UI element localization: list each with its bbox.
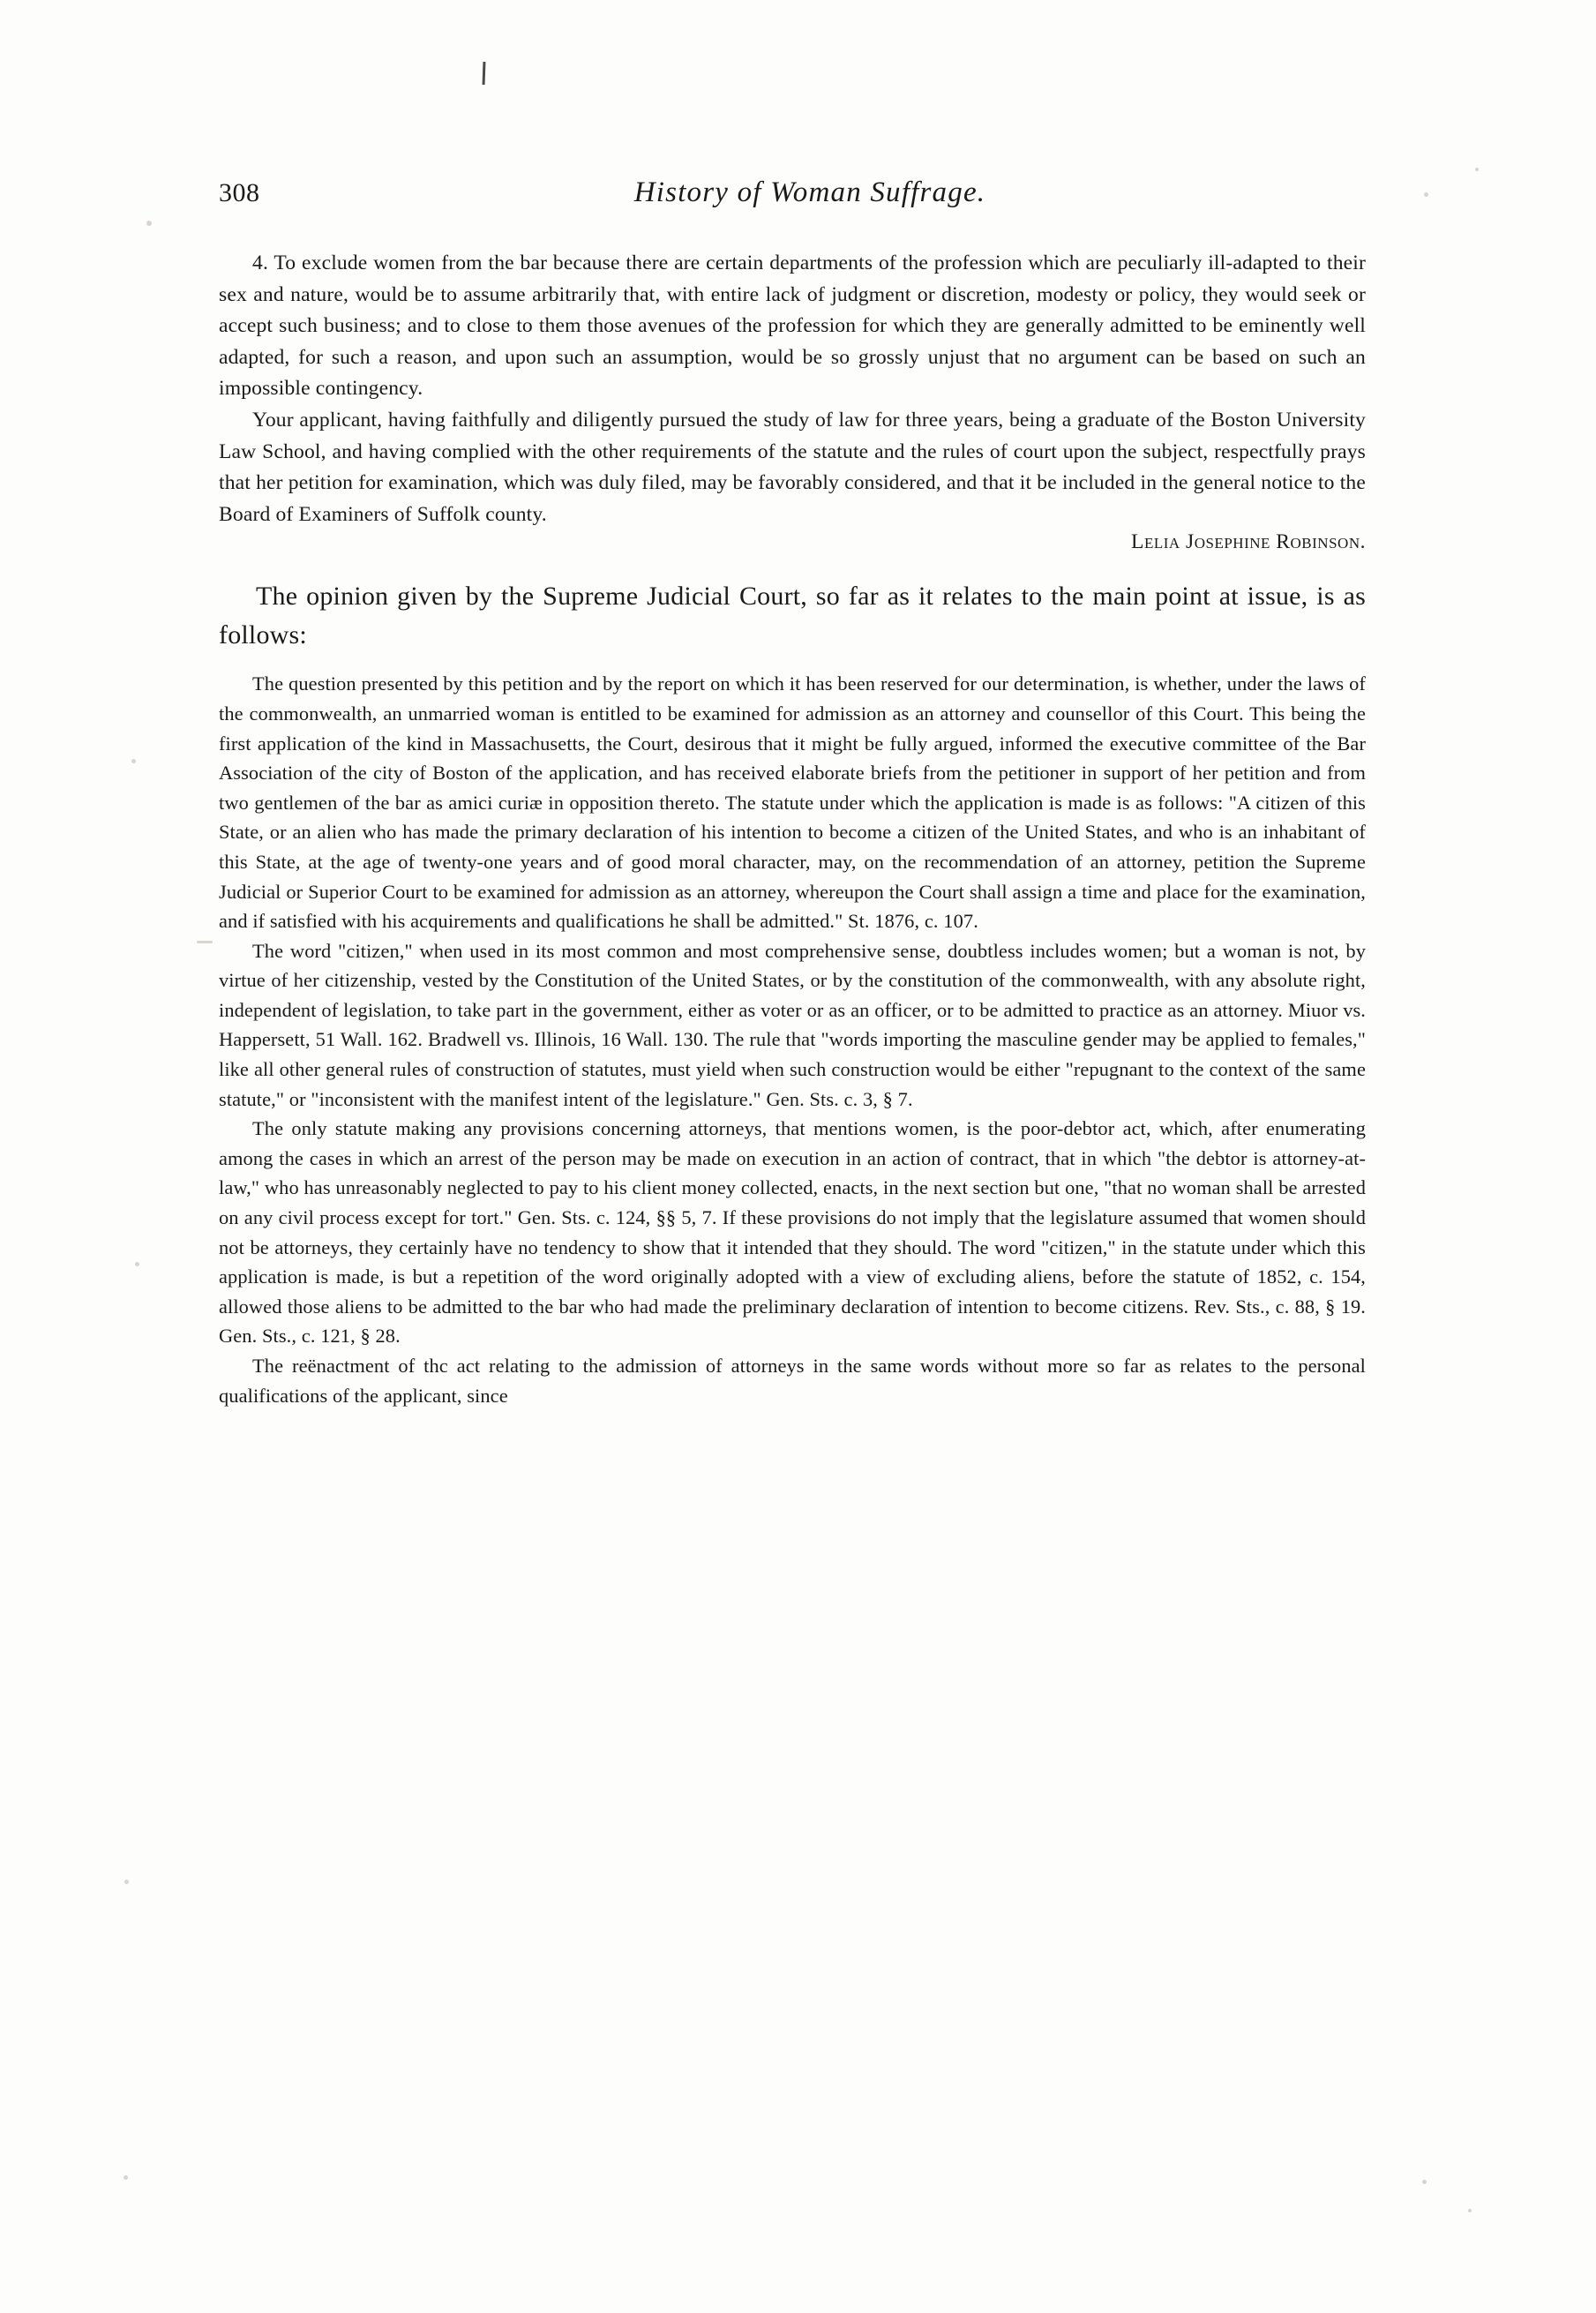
page-speck <box>1468 2209 1472 2212</box>
running-title: History of Woman Suffrage. <box>633 176 986 208</box>
page-speck <box>1422 2180 1427 2184</box>
page-speck <box>124 1880 129 1884</box>
page-speck <box>135 1262 139 1266</box>
opinion-paragraph-4: The reënactment of thc act relating to the admission of attorneys in the same words without more so far as relates to the personal qualifications of the applicant, since <box>219 1355 1366 1407</box>
opinion-paragraph-1: The question presented by this petition and by the report on which it has been reserved for our determination, is whether, under the laws of the commonwealth, an unmarried woman is entitled to be examined for admission as an attorney and counsellor of this Court. This being the first application of the kind in Massachusetts, the Court, desirous that it might be fully argued, informed the executive committee of the Bar Association of the city of Boston of the application, and has received elaborate briefs from the petitioner in support of her petition and from two gentlemen of the bar as amici curiæ in opposition thereto. The statute under which the application is made is as follows: "A citizen of this State, or an alien who has made the primary declaration of his intention to become a citizen of the United States, and who is an inhabitant of this State, at the age of twenty-one years and of good moral character, may, on the recommendation of an attorney, petition the Supreme Judicial or Superior Court to be examined for admission as an attorney, whereupon the Court shall assign a time and place for the examination, and if satisfied with his acquirements and qualifications he shall be admitted." St. 1876, c. 107. <box>219 672 1366 933</box>
page-speck <box>197 941 213 943</box>
page-content <box>219 176 1366 1410</box>
opinion-paragraph-3: The only statute making any provisions concerning attorneys, that mentions women, is the poor-debtor act, which, after enumerating among the cases in which an arrest of the person may be made on execution in an action of contract, that in which "the debtor is attorney-at-law," who has unreasonably neglected to pay to his client money collected, enacts, in the next section but one, "that no woman shall be arrested on any civil process except for tort." Gen. Sts. c. 124, §§ 5, 7. If these provisions do not imply that the legislature assumed that women should not be attorneys, they certainly have no tendency to show that it intended that they should. The word "citizen," in the statute under which this application is made, is but a repetition of the word originally adopted with a view of excluding aliens, before the statute of 1852, c. 154, allowed those aliens to be admitted to the bar who had made the preliminary declaration of intention to become citizens. Rev. Sts., c. 88, § 19. Gen. Sts., c. 121, § 28. <box>219 1117 1366 1348</box>
opinion-paragraph-2: The word "citizen," when used in its most common and most comprehensive sense, doubtless includes women; but a woman is not, by virtue of her citizenship, vested by the Constitution of the United States, or by the constitution of the commonwealth, with any absolute right, independent of legislation, to take part in the government, either as voter or as an officer, or to be admitted to practice as an attorney. Miuor vs. Happersett, 51 Wall. 162. Bradwell vs. Illinois, 16 Wall. 130. The rule that "words importing the masculine gender may be applied to females," like all other general rules of construction of statutes, must yield when such construction would be either "repugnant to the context of the same statute," or "inconsistent with the manifest intent of the legislature." Gen. Sts. c. 3, § 7. <box>219 939 1366 1110</box>
opinion-lead-in: The opinion given by the Supreme Judicial Court, so far as it relates to the main point at issue, is as follows: <box>219 582 1366 650</box>
page-speck <box>483 62 486 85</box>
page-speck <box>1475 168 1479 171</box>
paragraph-petition-point-4: 4. To exclude women from the bar because there are certain departments of the profession which are peculiarly ill-adapted to their sex and nature, would be to assume arbitrarily that, with entire lack of judgment or discretion, modesty or policy, they would seek or accept such business; and to close to them those avenues of the profession for which they are generally admitted to be eminently well adapted, for such a reason, and upon such an assumption, would be so grossly unjust that no argument can be based on such an impossible contingency. <box>219 252 1366 401</box>
paragraph-petition-prayer: Your applicant, having faithfully and diligently pursued the study of law for three years, being a graduate of the Boston University Law School, and having complied with the other requirements of the statute and the rules of court upon the subject, respectfully prays that her petition for examination, which was duly filed, may be favorably considered, and that it be included in the general notice to the Board of Examiners of Suffolk county. <box>219 408 1366 526</box>
page-speck <box>146 221 152 226</box>
page-speck <box>124 2175 128 2180</box>
petition-signature: Lelia Josephine Robinson. <box>1131 530 1366 554</box>
page-speck <box>1424 192 1428 197</box>
page-speck <box>131 759 136 763</box>
page-header <box>219 176 1366 209</box>
page-number: 308 <box>219 178 260 207</box>
